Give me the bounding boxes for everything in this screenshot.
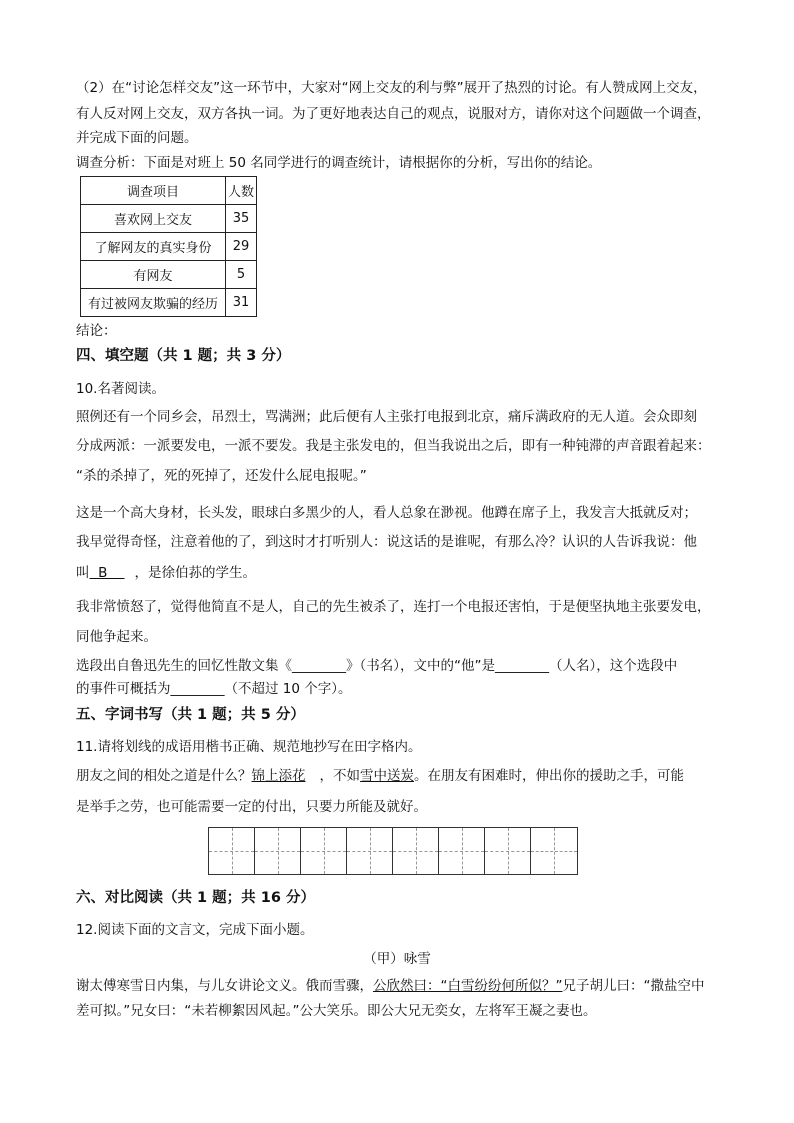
passage-line1 xyxy=(76,976,705,996)
q11-title: 11.请将划线的成语用楷书正确、规范地抄写在田字格内。 xyxy=(76,739,422,755)
q10-p3-line1: 我非常愤怒了，觉得他简直不是人，自己的先生被杀了，连打一个电报还害怕，于是便坚执地主张要发电， xyxy=(76,599,711,615)
q9-part2-line2: 有人反对网上交友，双方各执一词。为了更好地表达自己的观点，说服对方，请你对这个问题做一个调查， xyxy=(76,106,711,122)
q9-conclusion: 结论： xyxy=(76,323,117,339)
table-cell-item: 了解网友的真实身份 xyxy=(81,233,226,261)
q10-question-line2: 的事件可概括为________（不超过 10 个字）。 xyxy=(76,681,352,697)
q11-line1-post: 。在朋友有困难时，伸出你的援助之手，可能 xyxy=(414,768,684,784)
passage-line1-post: 兄子胡儿曰：“撒盐空中 xyxy=(562,978,705,994)
table-cell-item: 有过被网友欺骗的经历 xyxy=(81,289,226,317)
tianzige-grid xyxy=(208,827,578,875)
underlined-idiom-2: 雪中送炭 xyxy=(360,768,414,784)
table-cell-count: 29 xyxy=(226,233,257,261)
table-row xyxy=(81,205,257,233)
q12-title: 12.阅读下面的文言文，完成下面小题。 xyxy=(76,922,314,938)
q10-p1-line1: 照例还有一个同乡会，吊烈士，骂满洲；此后便有人主张打电报到北京，痛斥满政府的无人道。会众即刻 xyxy=(76,409,697,425)
tianzige-cell[interactable] xyxy=(439,828,485,874)
q10-p2-line1: 这是一个高大身材，长头发，眼球白多黑少的人，看人总象在渺视。他蹲在席子上，我发言大抵就反对； xyxy=(76,505,697,521)
table-cell-count: 31 xyxy=(226,289,257,317)
table-cell-item: 有网友 xyxy=(81,261,226,289)
answer-blank-b: B xyxy=(89,565,125,581)
table-row xyxy=(81,289,257,317)
q10-question-line1: 选段出自鲁迅先生的回忆性散文集《________》（书名），文中的“他”是________（人名），这个选段中 xyxy=(76,658,678,674)
section6-title: 六、对比阅读（共 1 题；共 16 分） xyxy=(76,890,315,906)
passage-title: （甲）咏雪 xyxy=(363,951,431,967)
section5-title: 五、字词书写（共 1 题；共 5 分） xyxy=(76,707,305,723)
table-row xyxy=(81,233,257,261)
table-cell-count: 35 xyxy=(226,205,257,233)
q11-line1-mid: ，不如 xyxy=(319,768,360,784)
q10-p2-line2: 我早觉得奇怪，注意着他的了，到这时才打听别人：说这话的是谁呢，有那么冷？认识的人告诉我说：他 xyxy=(76,534,697,550)
table-cell-item: 喜欢网上交友 xyxy=(81,205,226,233)
q10-p3-line2: 同他争起来。 xyxy=(76,629,157,645)
q9-analysis: 调查分析：下面是对班上 50 名同学进行的调查统计，请根据你的分析，写出你的结论。 xyxy=(76,155,602,171)
q9-part2-line1: （2）在“讨论怎样交友”这一环节中，大家对“网上交友的利与弊”展开了热烈的讨论。有人赞成网上交友， xyxy=(76,80,707,96)
tianzige-cell[interactable] xyxy=(347,828,393,874)
q10-p2-line3 xyxy=(76,563,256,583)
q10-p2-line3-post: ，是徐伯荪的学生。 xyxy=(134,565,257,581)
passage-line2: 差可拟。”兄女曰：“未若柳絮因风起。”公大笑乐。即公大兄无奕女，左将军王凝之妻也。 xyxy=(76,1003,597,1019)
tianzige-cell[interactable] xyxy=(301,828,347,874)
underlined-sentence: 公欣然曰：“白雪纷纷何所似？” xyxy=(373,978,563,994)
tianzige-cell[interactable] xyxy=(255,828,301,874)
q11-line1 xyxy=(76,766,684,786)
table-cell-count: 5 xyxy=(226,261,257,289)
tianzige-cell[interactable] xyxy=(393,828,439,874)
underlined-idiom-1: 锦上添花 xyxy=(251,768,306,784)
table-header-item: 调查项目 xyxy=(81,177,226,205)
table-header-row xyxy=(81,177,257,205)
q10-p1-line2: 分成两派：一派要发电，一派不要发。我是主张发电的，但当我说出之后，即有一种钝滞的声音跟着起来： xyxy=(76,438,711,454)
q9-part2-line3: 并完成下面的问题。 xyxy=(76,130,198,146)
tianzige-cell[interactable] xyxy=(531,828,577,874)
tianzige-cell[interactable] xyxy=(209,828,255,874)
q10-p2-line3-pre: 叫 xyxy=(76,565,90,581)
table-header-count: 人数 xyxy=(226,177,257,205)
survey-table xyxy=(80,176,257,317)
section4-title: 四、填空题（共 1 题；共 3 分） xyxy=(76,348,291,364)
q11-line1-pre: 朋友之间的相处之道是什么？ xyxy=(76,768,252,784)
table-row xyxy=(81,261,257,289)
passage-line1-pre: 谢太傅寒雪日内集，与儿女讲论文义。俄而雪骤， xyxy=(76,978,373,994)
q10-title: 10.名著阅读。 xyxy=(76,381,165,397)
tianzige-cell[interactable] xyxy=(485,828,531,874)
q11-line2: 是举手之劳，也可能需要一定的付出，只要力所能及就好。 xyxy=(76,799,427,815)
q10-p1-line3: “杀的杀掉了，死的死掉了，还发什么屁电报呢。” xyxy=(76,468,367,484)
